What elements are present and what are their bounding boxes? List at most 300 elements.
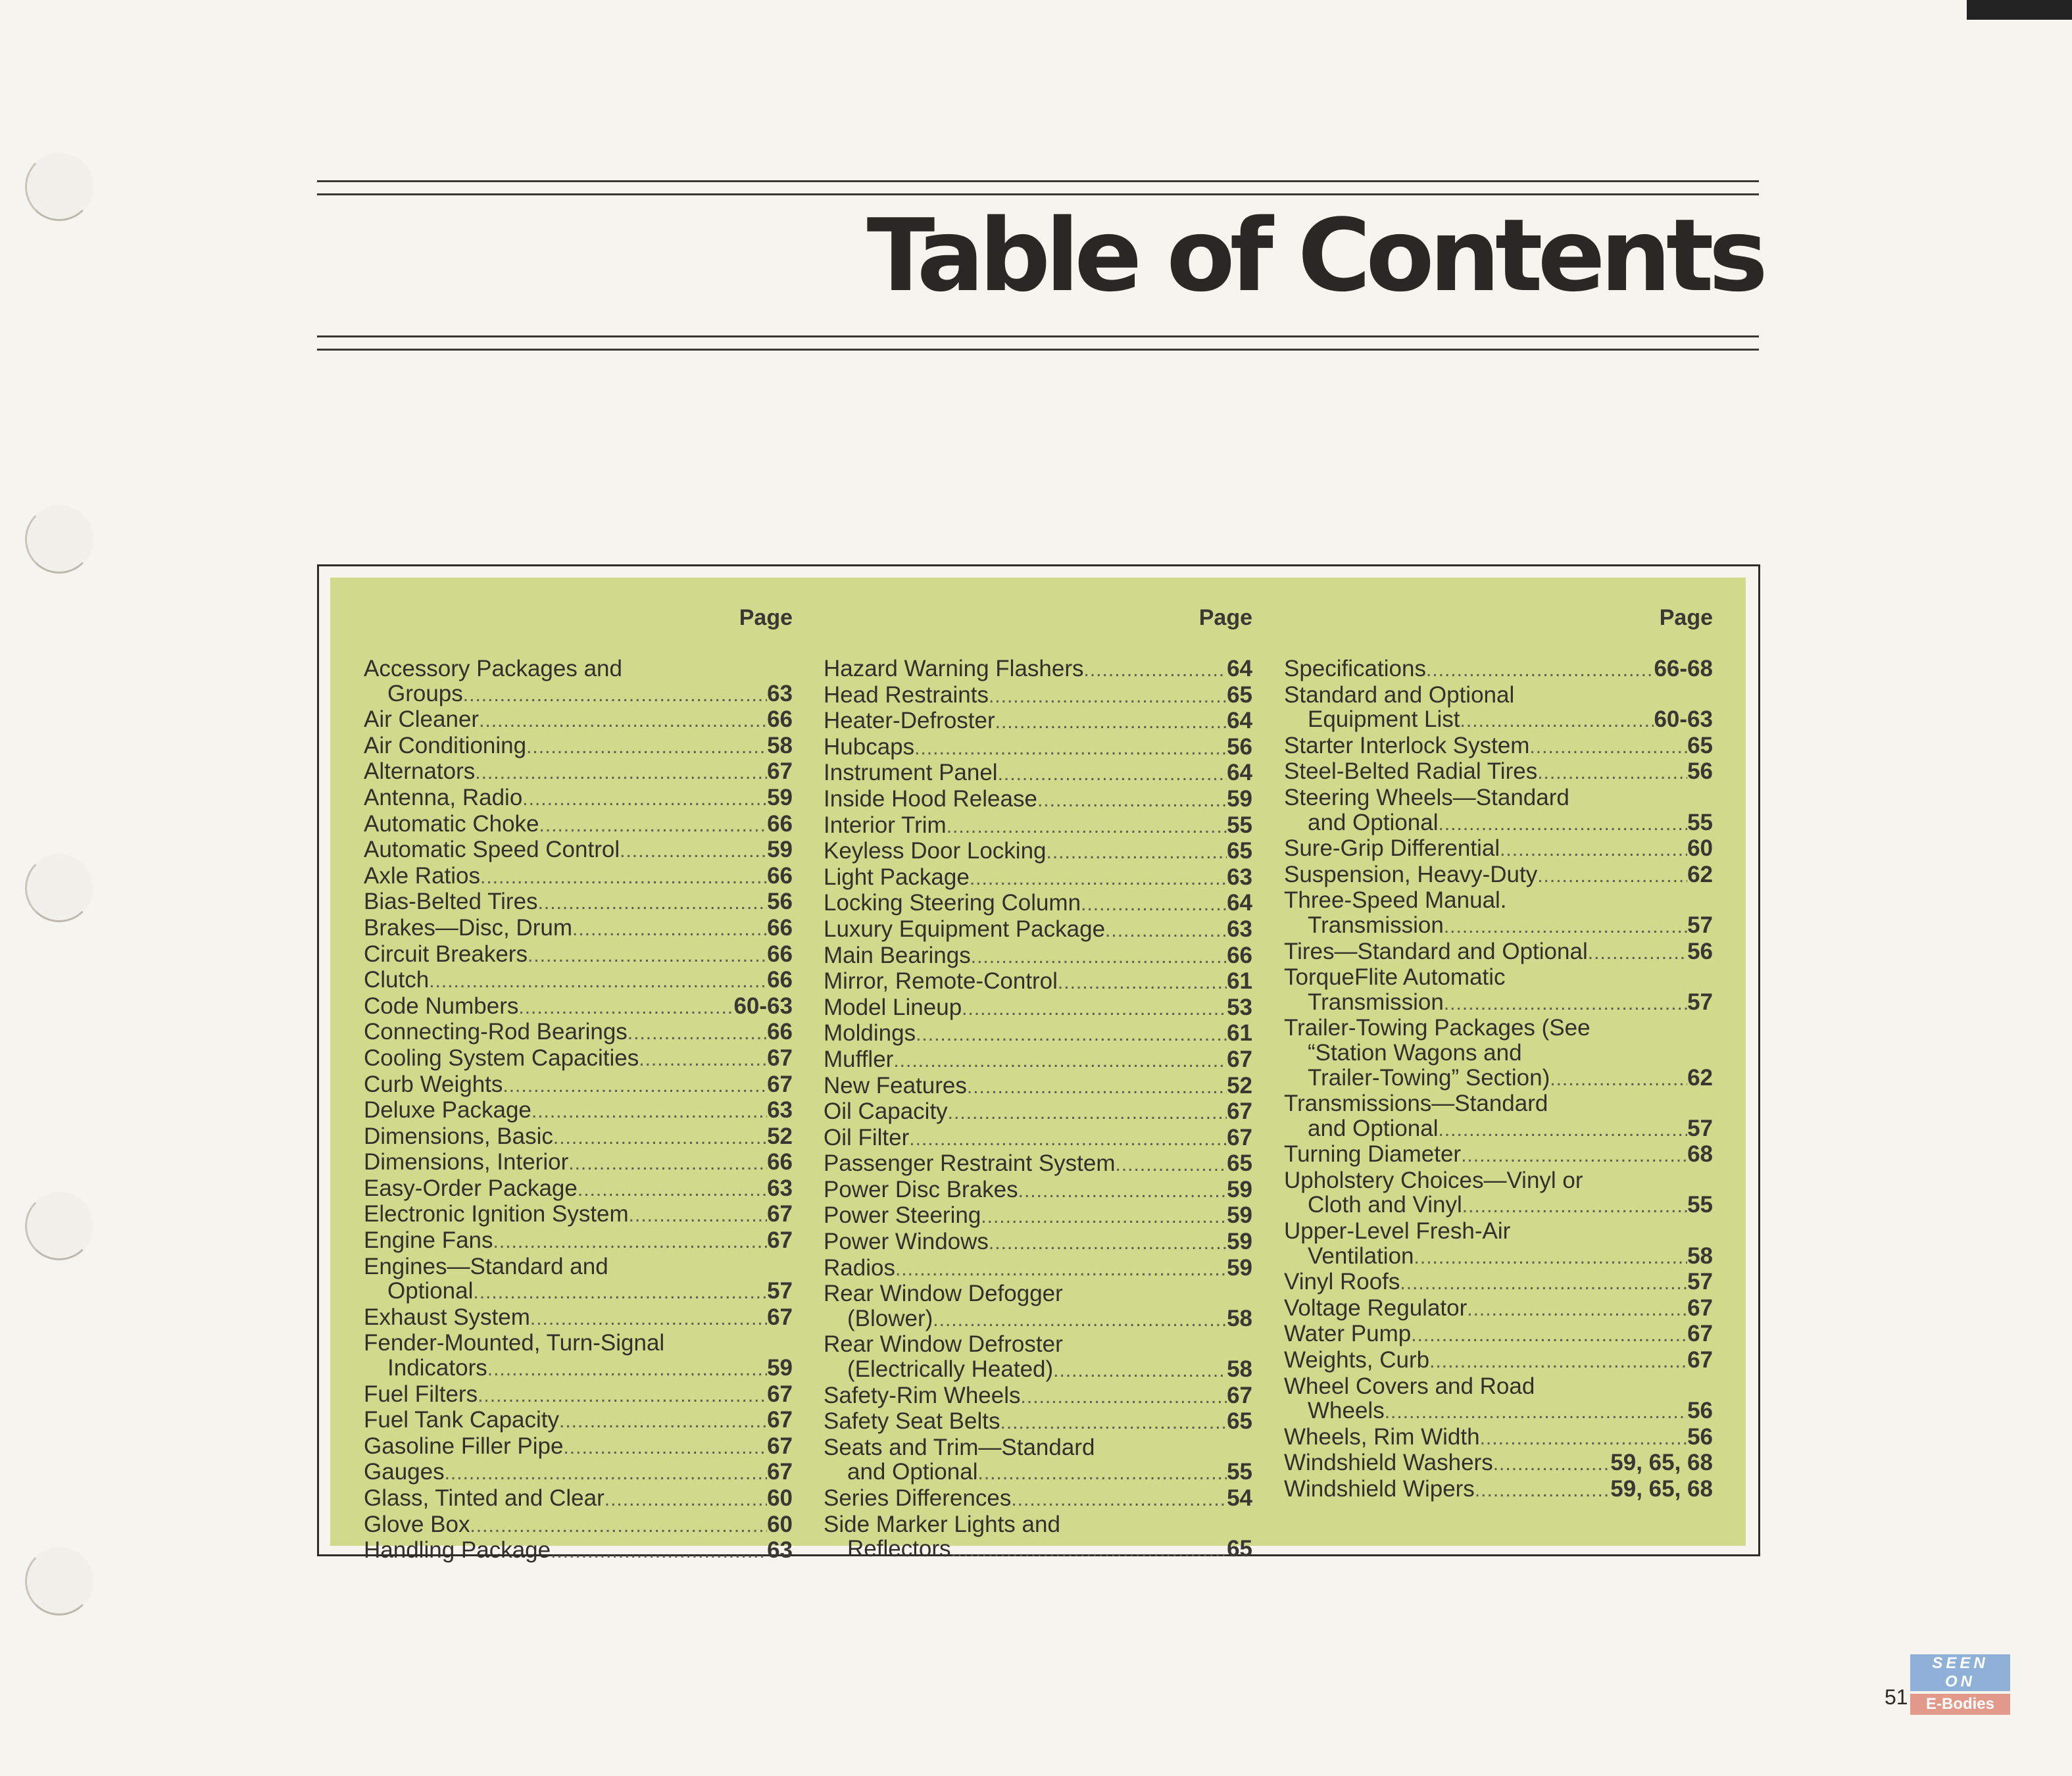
entry-page: 66 bbox=[767, 941, 793, 967]
entry-line bbox=[824, 865, 1252, 891]
contents-entry bbox=[364, 1408, 793, 1434]
dot-leader bbox=[563, 1435, 767, 1460]
entry-line bbox=[364, 1331, 793, 1356]
entry-title: Engine Fans bbox=[364, 1227, 493, 1254]
entry-line bbox=[824, 1177, 1252, 1204]
entry-line bbox=[1284, 810, 1713, 837]
contents-entry bbox=[364, 1305, 793, 1331]
entry-line bbox=[1284, 1066, 1713, 1092]
entry-line bbox=[1284, 1016, 1713, 1041]
entry-line bbox=[1284, 683, 1713, 708]
entry-line bbox=[364, 681, 793, 708]
entry-title: Cloth and Vinyl bbox=[1308, 1192, 1462, 1218]
entry-title: Air Cleaner bbox=[364, 706, 480, 733]
entry-line bbox=[1284, 862, 1713, 889]
entry-page: 60-63 bbox=[733, 993, 793, 1019]
contents-entry bbox=[1284, 1168, 1713, 1219]
entry-title: Luxury Equipment Package bbox=[824, 916, 1106, 942]
contents-entry bbox=[364, 1020, 793, 1046]
contents-entry bbox=[824, 943, 1252, 970]
contents-entry bbox=[1284, 1091, 1713, 1142]
entry-line bbox=[824, 1537, 1252, 1563]
dot-leader bbox=[604, 1487, 767, 1512]
contents-entry bbox=[364, 1046, 793, 1072]
entry-line bbox=[1284, 1116, 1713, 1143]
contents-entry bbox=[364, 1512, 793, 1539]
dot-leader bbox=[493, 1229, 768, 1254]
entry-page: 56 bbox=[1227, 733, 1252, 760]
entry-page: 68 bbox=[1687, 1141, 1713, 1168]
entry-line bbox=[364, 889, 793, 916]
entry-line bbox=[364, 1020, 793, 1046]
contents-entry bbox=[1284, 836, 1713, 862]
entry-page: 63 bbox=[1227, 864, 1252, 890]
entry-line bbox=[824, 1203, 1252, 1229]
entry-line bbox=[364, 1072, 793, 1098]
entry-line bbox=[1284, 1168, 1713, 1193]
contents-entry bbox=[824, 1486, 1252, 1512]
entry-title: Main Bearings bbox=[824, 942, 971, 968]
entry-title: Clutch bbox=[364, 967, 430, 993]
dot-leader bbox=[1444, 991, 1687, 1016]
dot-leader bbox=[526, 735, 767, 760]
entry-line bbox=[364, 1538, 793, 1564]
entry-line bbox=[1284, 1270, 1713, 1296]
entry-page: 64 bbox=[1227, 760, 1252, 786]
dot-leader bbox=[995, 710, 1227, 735]
dot-leader bbox=[970, 866, 1227, 891]
entry-line bbox=[824, 1460, 1252, 1486]
entry-title: Dimensions, Basic bbox=[364, 1123, 553, 1149]
contents-entry bbox=[364, 1331, 793, 1381]
contents-entry bbox=[364, 1202, 793, 1228]
contents-entry bbox=[824, 1409, 1252, 1435]
dot-leader bbox=[1537, 864, 1687, 889]
contents-entry bbox=[824, 1203, 1252, 1229]
contents-entry bbox=[364, 759, 793, 785]
entry-page: 67 bbox=[1227, 1098, 1252, 1125]
contents-list bbox=[1284, 656, 1713, 1503]
contents-entry bbox=[1284, 862, 1713, 889]
entry-page: 65 bbox=[1227, 681, 1252, 708]
contents-entry bbox=[824, 917, 1252, 943]
dot-leader bbox=[568, 1151, 767, 1176]
contents-entry bbox=[364, 707, 793, 733]
entry-line bbox=[1284, 1348, 1713, 1374]
contents-entry bbox=[824, 1512, 1252, 1563]
entry-title: Bias-Belted Tires bbox=[364, 889, 538, 915]
contents-entry bbox=[1284, 1270, 1713, 1296]
contents-list bbox=[824, 656, 1252, 1563]
entry-line bbox=[1284, 1374, 1713, 1399]
entry-title: Windshield Wipers bbox=[1284, 1476, 1475, 1502]
entry-title: Windshield Washers bbox=[1284, 1450, 1493, 1476]
entry-page: 63 bbox=[767, 1537, 793, 1564]
dot-leader bbox=[572, 917, 767, 942]
contents-entry bbox=[824, 787, 1252, 813]
contents-entry bbox=[1284, 1374, 1713, 1425]
entry-page: 67 bbox=[767, 1071, 793, 1097]
dot-leader bbox=[1444, 914, 1687, 939]
contents-entry bbox=[824, 969, 1252, 995]
entry-page: 60 bbox=[767, 1511, 793, 1537]
contents-entry bbox=[824, 891, 1252, 917]
contents-entry bbox=[364, 1382, 793, 1408]
entry-title: Deluxe Package bbox=[364, 1097, 531, 1123]
entry-title: Rear Window Defogger bbox=[824, 1281, 1063, 1307]
dot-leader bbox=[1475, 1478, 1610, 1503]
dot-leader bbox=[463, 683, 767, 708]
entry-title: Specifications bbox=[1284, 656, 1426, 681]
entry-title: Air Conditioning bbox=[364, 732, 527, 758]
page-column-header: Page bbox=[1198, 605, 1252, 630]
entry-line bbox=[824, 1047, 1252, 1073]
entry-title: Steering Wheels—Standard bbox=[1284, 784, 1569, 810]
contents-entry bbox=[364, 1098, 793, 1124]
entry-page: 67 bbox=[767, 1407, 793, 1433]
dot-leader bbox=[538, 891, 768, 916]
entry-page: 58 bbox=[1687, 1243, 1713, 1269]
contents-column-2 bbox=[824, 605, 1252, 1563]
entry-title: Passenger Restraint System bbox=[824, 1150, 1116, 1177]
entry-line bbox=[364, 1202, 793, 1228]
dot-leader bbox=[1116, 1152, 1227, 1177]
entry-line bbox=[824, 1383, 1252, 1410]
dot-leader bbox=[628, 1021, 767, 1046]
dot-leader bbox=[1460, 708, 1654, 733]
contents-entry bbox=[1284, 1348, 1713, 1374]
entry-page: 62 bbox=[1687, 861, 1713, 887]
entry-title: Automatic Choke bbox=[364, 810, 539, 837]
contents-entry bbox=[824, 1177, 1252, 1204]
entry-title: Standard and Optional bbox=[1284, 681, 1515, 708]
entry-page: 67 bbox=[1227, 1382, 1252, 1408]
entry-page: 66 bbox=[767, 706, 793, 733]
entry-title: Accessory Packages and bbox=[364, 656, 622, 681]
contents-entry bbox=[824, 735, 1252, 761]
contents-entry bbox=[824, 1332, 1252, 1383]
dot-leader bbox=[528, 943, 767, 968]
dot-leader bbox=[916, 1022, 1227, 1047]
dot-leader bbox=[1053, 1358, 1227, 1383]
entry-line bbox=[824, 891, 1252, 917]
entry-line bbox=[364, 994, 793, 1020]
entry-line bbox=[1284, 1091, 1713, 1116]
dot-leader bbox=[522, 787, 767, 812]
dot-leader bbox=[967, 1075, 1227, 1100]
entry-title: Fuel Filters bbox=[364, 1381, 478, 1407]
header-rule bbox=[317, 335, 1759, 337]
contents-entry bbox=[824, 1256, 1252, 1282]
entry-line bbox=[364, 1434, 793, 1460]
entry-title: Glove Box bbox=[364, 1511, 470, 1537]
dot-leader bbox=[895, 1257, 1227, 1282]
binder-hole bbox=[25, 1547, 93, 1616]
dot-leader bbox=[559, 1409, 767, 1434]
dot-leader bbox=[1588, 941, 1687, 966]
entry-page: 66 bbox=[767, 810, 793, 837]
contents-entry bbox=[1284, 1142, 1713, 1168]
entry-line bbox=[364, 707, 793, 733]
entry-line bbox=[824, 839, 1252, 865]
dot-leader bbox=[1385, 1400, 1687, 1425]
entry-title: Seats and Trim—Standard bbox=[824, 1434, 1095, 1460]
entry-line bbox=[824, 1306, 1252, 1333]
entry-title: Cooling System Capacities bbox=[364, 1045, 639, 1071]
entry-title: Fuel Tank Capacity bbox=[364, 1407, 560, 1433]
contents-entry bbox=[1284, 1450, 1713, 1477]
watermark-top-text: SEEN ON bbox=[1910, 1654, 2010, 1691]
entry-page: 62 bbox=[1687, 1064, 1713, 1091]
dot-leader bbox=[639, 1047, 767, 1072]
entry-page: 67 bbox=[1687, 1347, 1713, 1373]
entry-title: Indicators bbox=[387, 1355, 487, 1381]
entry-title: “Station Wagons and bbox=[1308, 1039, 1522, 1066]
entry-line bbox=[1284, 785, 1713, 810]
binder-hole bbox=[25, 854, 93, 922]
contents-entry bbox=[1284, 1425, 1713, 1451]
entry-title: Muffler bbox=[824, 1046, 894, 1072]
contents-list bbox=[364, 656, 793, 1564]
entry-line bbox=[824, 656, 1252, 683]
entry-line bbox=[1284, 939, 1713, 966]
contents-entry bbox=[364, 994, 793, 1020]
contents-entry bbox=[364, 837, 793, 864]
entry-page: 53 bbox=[1227, 994, 1252, 1020]
entry-title: Easy-Order Package bbox=[364, 1175, 578, 1201]
entry-title: Code Numbers bbox=[364, 993, 519, 1019]
entry-title: Wheels bbox=[1308, 1398, 1385, 1424]
contents-entry bbox=[1284, 1477, 1713, 1503]
entry-line bbox=[824, 1256, 1252, 1282]
dot-leader bbox=[947, 814, 1227, 839]
entry-title: Engines—Standard and bbox=[364, 1253, 608, 1279]
contents-entry bbox=[364, 1486, 793, 1512]
entry-page: 52 bbox=[1227, 1072, 1252, 1098]
dot-leader bbox=[1429, 1349, 1687, 1374]
entry-title: Trailer-Towing” Section) bbox=[1308, 1064, 1550, 1091]
dot-leader bbox=[981, 1204, 1227, 1229]
entry-page: 63 bbox=[767, 1097, 793, 1123]
page-title: Table of Contents bbox=[866, 197, 1763, 314]
entry-title: Oil Filter bbox=[824, 1124, 910, 1150]
dot-leader bbox=[551, 1539, 767, 1564]
entry-title: Transmission bbox=[1308, 989, 1444, 1015]
watermark-logo bbox=[1910, 1654, 2010, 1715]
entry-title: New Features bbox=[824, 1072, 967, 1098]
page-edge-bar bbox=[1967, 0, 2072, 20]
entry-line bbox=[1284, 836, 1713, 862]
contents-entry bbox=[1284, 1321, 1713, 1348]
entry-line bbox=[1284, 1244, 1713, 1270]
entry-line bbox=[824, 1229, 1252, 1256]
dot-leader bbox=[1438, 812, 1687, 837]
entry-line bbox=[364, 1460, 793, 1486]
dot-leader bbox=[1105, 918, 1227, 943]
dot-leader bbox=[480, 865, 767, 890]
dot-leader bbox=[578, 1177, 767, 1202]
entry-page: 60 bbox=[1687, 835, 1713, 862]
entry-page: 64 bbox=[1227, 890, 1252, 916]
entry-page: 59 bbox=[1227, 1254, 1252, 1281]
entry-page: 57 bbox=[767, 1278, 793, 1304]
contents-entry bbox=[364, 1254, 793, 1305]
entry-line bbox=[824, 708, 1252, 735]
dot-leader bbox=[1037, 788, 1227, 813]
entry-page: 67 bbox=[1687, 1295, 1713, 1321]
entry-title: Keyless Door Locking bbox=[824, 838, 1047, 864]
entry-line bbox=[1284, 1450, 1713, 1477]
contents-entry bbox=[364, 1124, 793, 1150]
binder-hole bbox=[25, 153, 93, 221]
binder-hole bbox=[25, 1192, 93, 1260]
entry-line bbox=[824, 1151, 1252, 1177]
entry-title: Axle Ratios bbox=[364, 862, 481, 889]
entry-line bbox=[364, 968, 793, 994]
entry-page: 59 bbox=[767, 784, 793, 810]
entry-title: Exhaust System bbox=[364, 1304, 530, 1330]
entry-line bbox=[1284, 1041, 1713, 1066]
dot-leader bbox=[553, 1125, 767, 1150]
contents-entry bbox=[364, 1228, 793, 1254]
entry-title: Tires—Standard and Optional bbox=[1284, 938, 1588, 964]
dot-leader bbox=[989, 1231, 1227, 1256]
dot-leader bbox=[989, 684, 1227, 709]
contents-entry bbox=[1284, 785, 1713, 836]
contents-entry bbox=[824, 1073, 1252, 1100]
entry-title: Oil Capacity bbox=[824, 1098, 948, 1125]
entry-line bbox=[364, 1408, 793, 1434]
contents-entry bbox=[824, 813, 1252, 839]
entry-line bbox=[1284, 1219, 1713, 1244]
contents-entry bbox=[364, 916, 793, 942]
entry-line bbox=[824, 787, 1252, 813]
entry-line bbox=[364, 1486, 793, 1512]
entry-page: 59, 65, 68 bbox=[1610, 1476, 1713, 1502]
entry-page: 63 bbox=[767, 680, 793, 706]
entry-title: Connecting-Rod Bearings bbox=[364, 1019, 628, 1045]
entry-title: Optional bbox=[387, 1278, 474, 1304]
entry-line bbox=[364, 1254, 793, 1279]
entry-title: Safety Seat Belts bbox=[824, 1408, 1000, 1435]
entry-line bbox=[824, 683, 1252, 709]
dot-leader bbox=[1537, 760, 1687, 785]
entry-page: 56 bbox=[767, 889, 793, 915]
entry-page: 59 bbox=[1227, 1229, 1252, 1255]
entry-line bbox=[1284, 707, 1713, 733]
entry-title: and Optional bbox=[1308, 809, 1439, 835]
contents-column-1 bbox=[364, 605, 793, 1564]
entry-line bbox=[1284, 1398, 1713, 1425]
entry-line bbox=[1284, 1477, 1713, 1503]
entry-line bbox=[824, 1099, 1252, 1125]
entry-title: Dimensions, Interior bbox=[364, 1149, 569, 1175]
entry-line bbox=[824, 1332, 1252, 1357]
dot-leader bbox=[530, 1306, 767, 1331]
entry-page: 59 bbox=[767, 1355, 793, 1381]
binder-hole bbox=[25, 505, 93, 574]
entry-page: 67 bbox=[1687, 1321, 1713, 1347]
entry-page: 60-63 bbox=[1654, 706, 1713, 733]
entry-line bbox=[364, 1176, 793, 1202]
entry-page: 66 bbox=[767, 1019, 793, 1045]
dot-leader bbox=[1058, 970, 1227, 995]
entry-page: 56 bbox=[1687, 1398, 1713, 1424]
entry-page: 58 bbox=[1227, 1305, 1252, 1331]
entry-page: 65 bbox=[1227, 1536, 1252, 1562]
contents-entry bbox=[1284, 733, 1713, 760]
contents-entry bbox=[1284, 1219, 1713, 1270]
entry-page: 66 bbox=[767, 1149, 793, 1175]
entry-title: Head Restraints bbox=[824, 681, 989, 708]
contents-entry bbox=[364, 889, 793, 916]
contents-entry bbox=[1284, 683, 1713, 733]
entry-title: Weights, Curb bbox=[1284, 1347, 1430, 1373]
entry-line bbox=[824, 760, 1252, 787]
entry-page: 55 bbox=[1687, 809, 1713, 835]
dot-leader bbox=[1000, 1410, 1227, 1435]
entry-page: 59 bbox=[767, 837, 793, 863]
entry-line bbox=[364, 1305, 793, 1331]
entry-page: 64 bbox=[1227, 656, 1252, 681]
entry-line bbox=[1284, 656, 1713, 683]
entry-line bbox=[364, 1046, 793, 1072]
entry-line bbox=[364, 1279, 793, 1305]
entry-page: 66 bbox=[1227, 942, 1252, 968]
entry-title: Upper-Level Fresh-Air bbox=[1284, 1218, 1511, 1245]
contents-entry bbox=[824, 839, 1252, 865]
entry-page: 67 bbox=[767, 1045, 793, 1071]
entry-page: 67 bbox=[767, 758, 793, 785]
entry-title: Hubcaps bbox=[824, 733, 915, 760]
dot-leader bbox=[1414, 1245, 1688, 1270]
entry-page: 67 bbox=[767, 1304, 793, 1330]
contents-entry bbox=[824, 865, 1252, 891]
entry-title: Automatic Speed Control bbox=[364, 837, 620, 863]
entry-line bbox=[1284, 1296, 1713, 1322]
dot-leader bbox=[487, 1357, 767, 1382]
entry-title: Antenna, Radio bbox=[364, 784, 523, 810]
entry-title: Radios bbox=[824, 1254, 895, 1281]
entry-page: 59 bbox=[1227, 785, 1252, 812]
entry-line bbox=[364, 759, 793, 785]
entry-page: 56 bbox=[1687, 758, 1713, 785]
entry-title: Fender-Mounted, Turn-Signal bbox=[364, 1330, 665, 1356]
contents-entry bbox=[364, 1072, 793, 1098]
entry-title: TorqueFlite Automatic bbox=[1284, 964, 1506, 991]
entry-line bbox=[824, 1409, 1252, 1435]
contents-entry bbox=[364, 1538, 793, 1564]
contents-entry bbox=[1284, 656, 1713, 683]
contents-entry bbox=[364, 785, 793, 812]
entry-page: 63 bbox=[767, 1175, 793, 1201]
contents-entry bbox=[1284, 759, 1713, 785]
contents-entry bbox=[824, 1435, 1252, 1486]
contents-entry bbox=[824, 683, 1252, 709]
entry-page: 57 bbox=[1687, 1115, 1713, 1141]
entry-title: and Optional bbox=[1308, 1115, 1439, 1141]
contents-entry bbox=[824, 1125, 1252, 1152]
entry-page: 65 bbox=[1227, 1408, 1252, 1435]
dot-leader bbox=[479, 708, 767, 733]
entry-page: 52 bbox=[767, 1123, 793, 1149]
dot-leader bbox=[1021, 1385, 1227, 1410]
entry-title: Model Lineup bbox=[824, 994, 962, 1020]
entry-line bbox=[1284, 1425, 1713, 1451]
entry-line bbox=[824, 1486, 1252, 1512]
entry-title: Steel-Belted Radial Tires bbox=[1284, 758, 1538, 785]
dot-leader bbox=[539, 813, 768, 838]
